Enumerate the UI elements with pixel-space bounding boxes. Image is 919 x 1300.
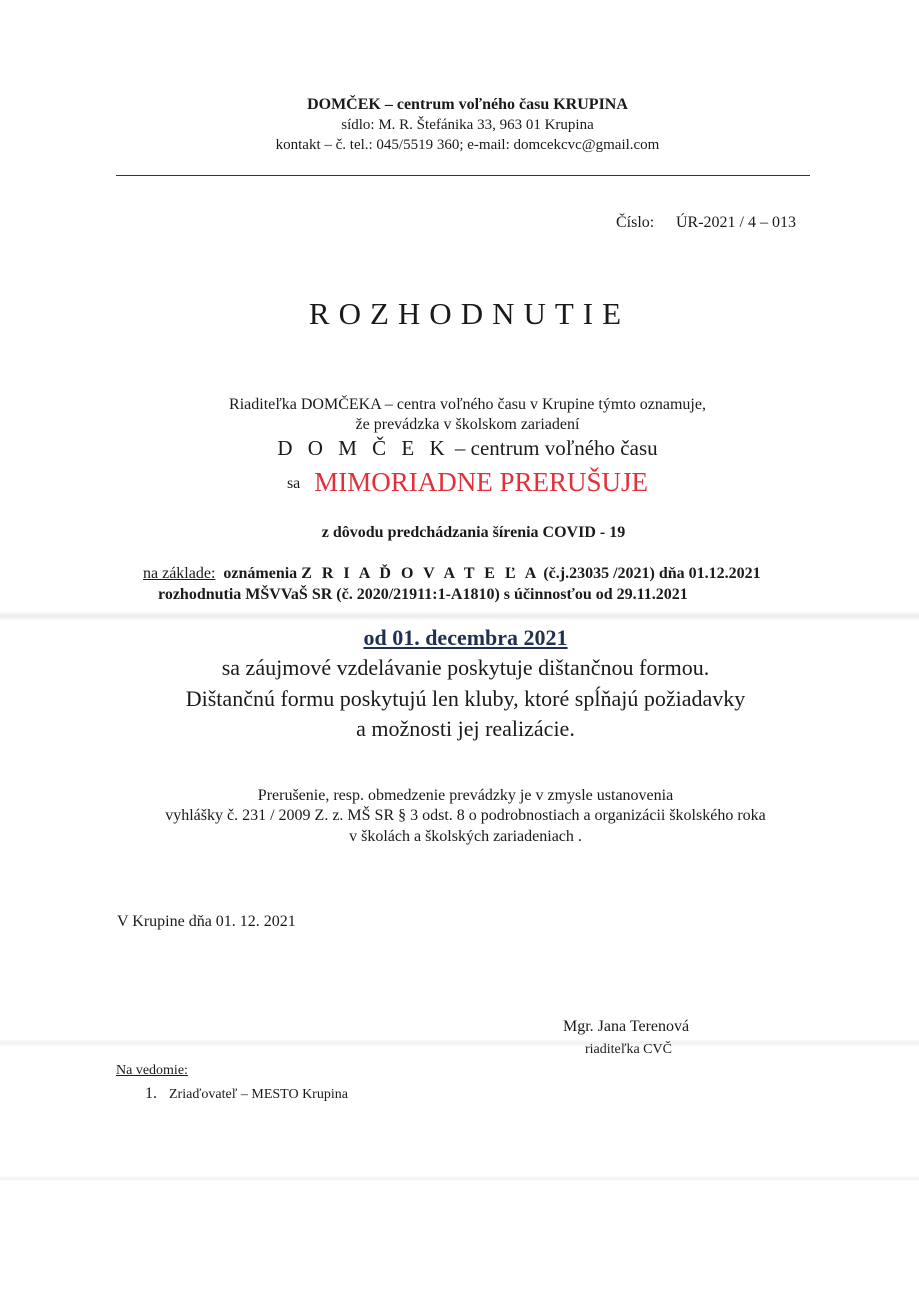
interruption-prefix: sa — [286, 475, 301, 492]
org-address: sídlo: M. R. Štefánika 33, 963 01 Krupina — [341, 117, 594, 133]
notice-item — [145, 1085, 348, 1103]
scan-artifact — [0, 1040, 919, 1046]
org-contact: kontakt – č. tel.: 045/5519 360; e-mail: domcekcvc@gmail.com — [275, 137, 660, 153]
notice-heading: Na vedomie: — [116, 1063, 188, 1078]
org-name: DOMČEK – centrum voľného času KRUPINA — [307, 96, 628, 113]
facility-name — [8, 436, 919, 461]
intro-line-2: že prevádzka v školskom zariadení — [355, 416, 580, 433]
decision-line-1: sa záujmové vzdelávanie poskytuje dištančnou formou. — [221, 655, 710, 680]
place-and-date: V Krupine dňa 01. 12. 2021 — [117, 913, 296, 930]
legal-line-1: Prerušenie, resp. obmedzenie prevádzky je v zmysle ustanovenia — [257, 787, 674, 804]
decision-line-2: Dištančnú formu poskytujú len kluby, ktoré spĺňajú požiadavky — [185, 686, 746, 711]
signatory-name: Mgr. Jana Terenová — [563, 1018, 690, 1035]
legal-line-3: v školách a školských zariadeniach . — [349, 828, 582, 845]
basis-line-2: rozhodnutia MŠVVaŠ SR (č. 2020/21911:1-A1810) s účinnosťou od 29.11.2021 — [158, 586, 688, 603]
signatory-title: riaditeľka CVČ — [585, 1042, 672, 1057]
basis-label: na základe: — [143, 565, 216, 582]
basis-line-1 — [143, 565, 761, 583]
scan-artifact — [0, 612, 919, 620]
reference-label: Číslo: — [616, 214, 655, 231]
decision-line-3: a možnosti jej realizácie. — [356, 716, 575, 741]
reference-number: ÚR-2021 / 4 – 013 — [676, 214, 796, 231]
scan-artifact — [0, 1176, 919, 1181]
document-title: ROZHODNUTIE — [308, 296, 631, 331]
legal-line-2: vyhlášky č. 231 / 2009 Z. z. MŠ SR § 3 odst. 8 o podrobnostiach a organizácii školského roka — [165, 807, 766, 824]
interruption-headline: MIMORIADNE PRERUŠUJE — [314, 467, 649, 497]
intro-line-1: Riaditeľka DOMČEKA – centra voľného času v Krupine týmto oznamuje, — [229, 396, 706, 413]
interruption-line — [8, 467, 919, 498]
facility-name-spaced: D O M Č E K — [277, 436, 450, 460]
facility-name-rest: – centrum voľného času — [449, 436, 658, 460]
effective-date-headline: od 01. decembra 2021 — [363, 625, 568, 650]
notice-item-number: 1. — [145, 1085, 157, 1102]
basis-founder: Z R I A Ď O V A T E Ľ A — [301, 565, 540, 582]
basis-notice: oznámenia — [223, 565, 298, 582]
basis-notice-ref: (č.j.23035 /2021) dňa 01.12.2021 — [543, 565, 761, 582]
header-divider — [116, 175, 810, 176]
notice-item-text: Zriaďovateľ – MESTO Krupina — [169, 1087, 348, 1102]
reason-line: z dôvodu predchádzania šírenia COVID - 19 — [321, 524, 626, 541]
